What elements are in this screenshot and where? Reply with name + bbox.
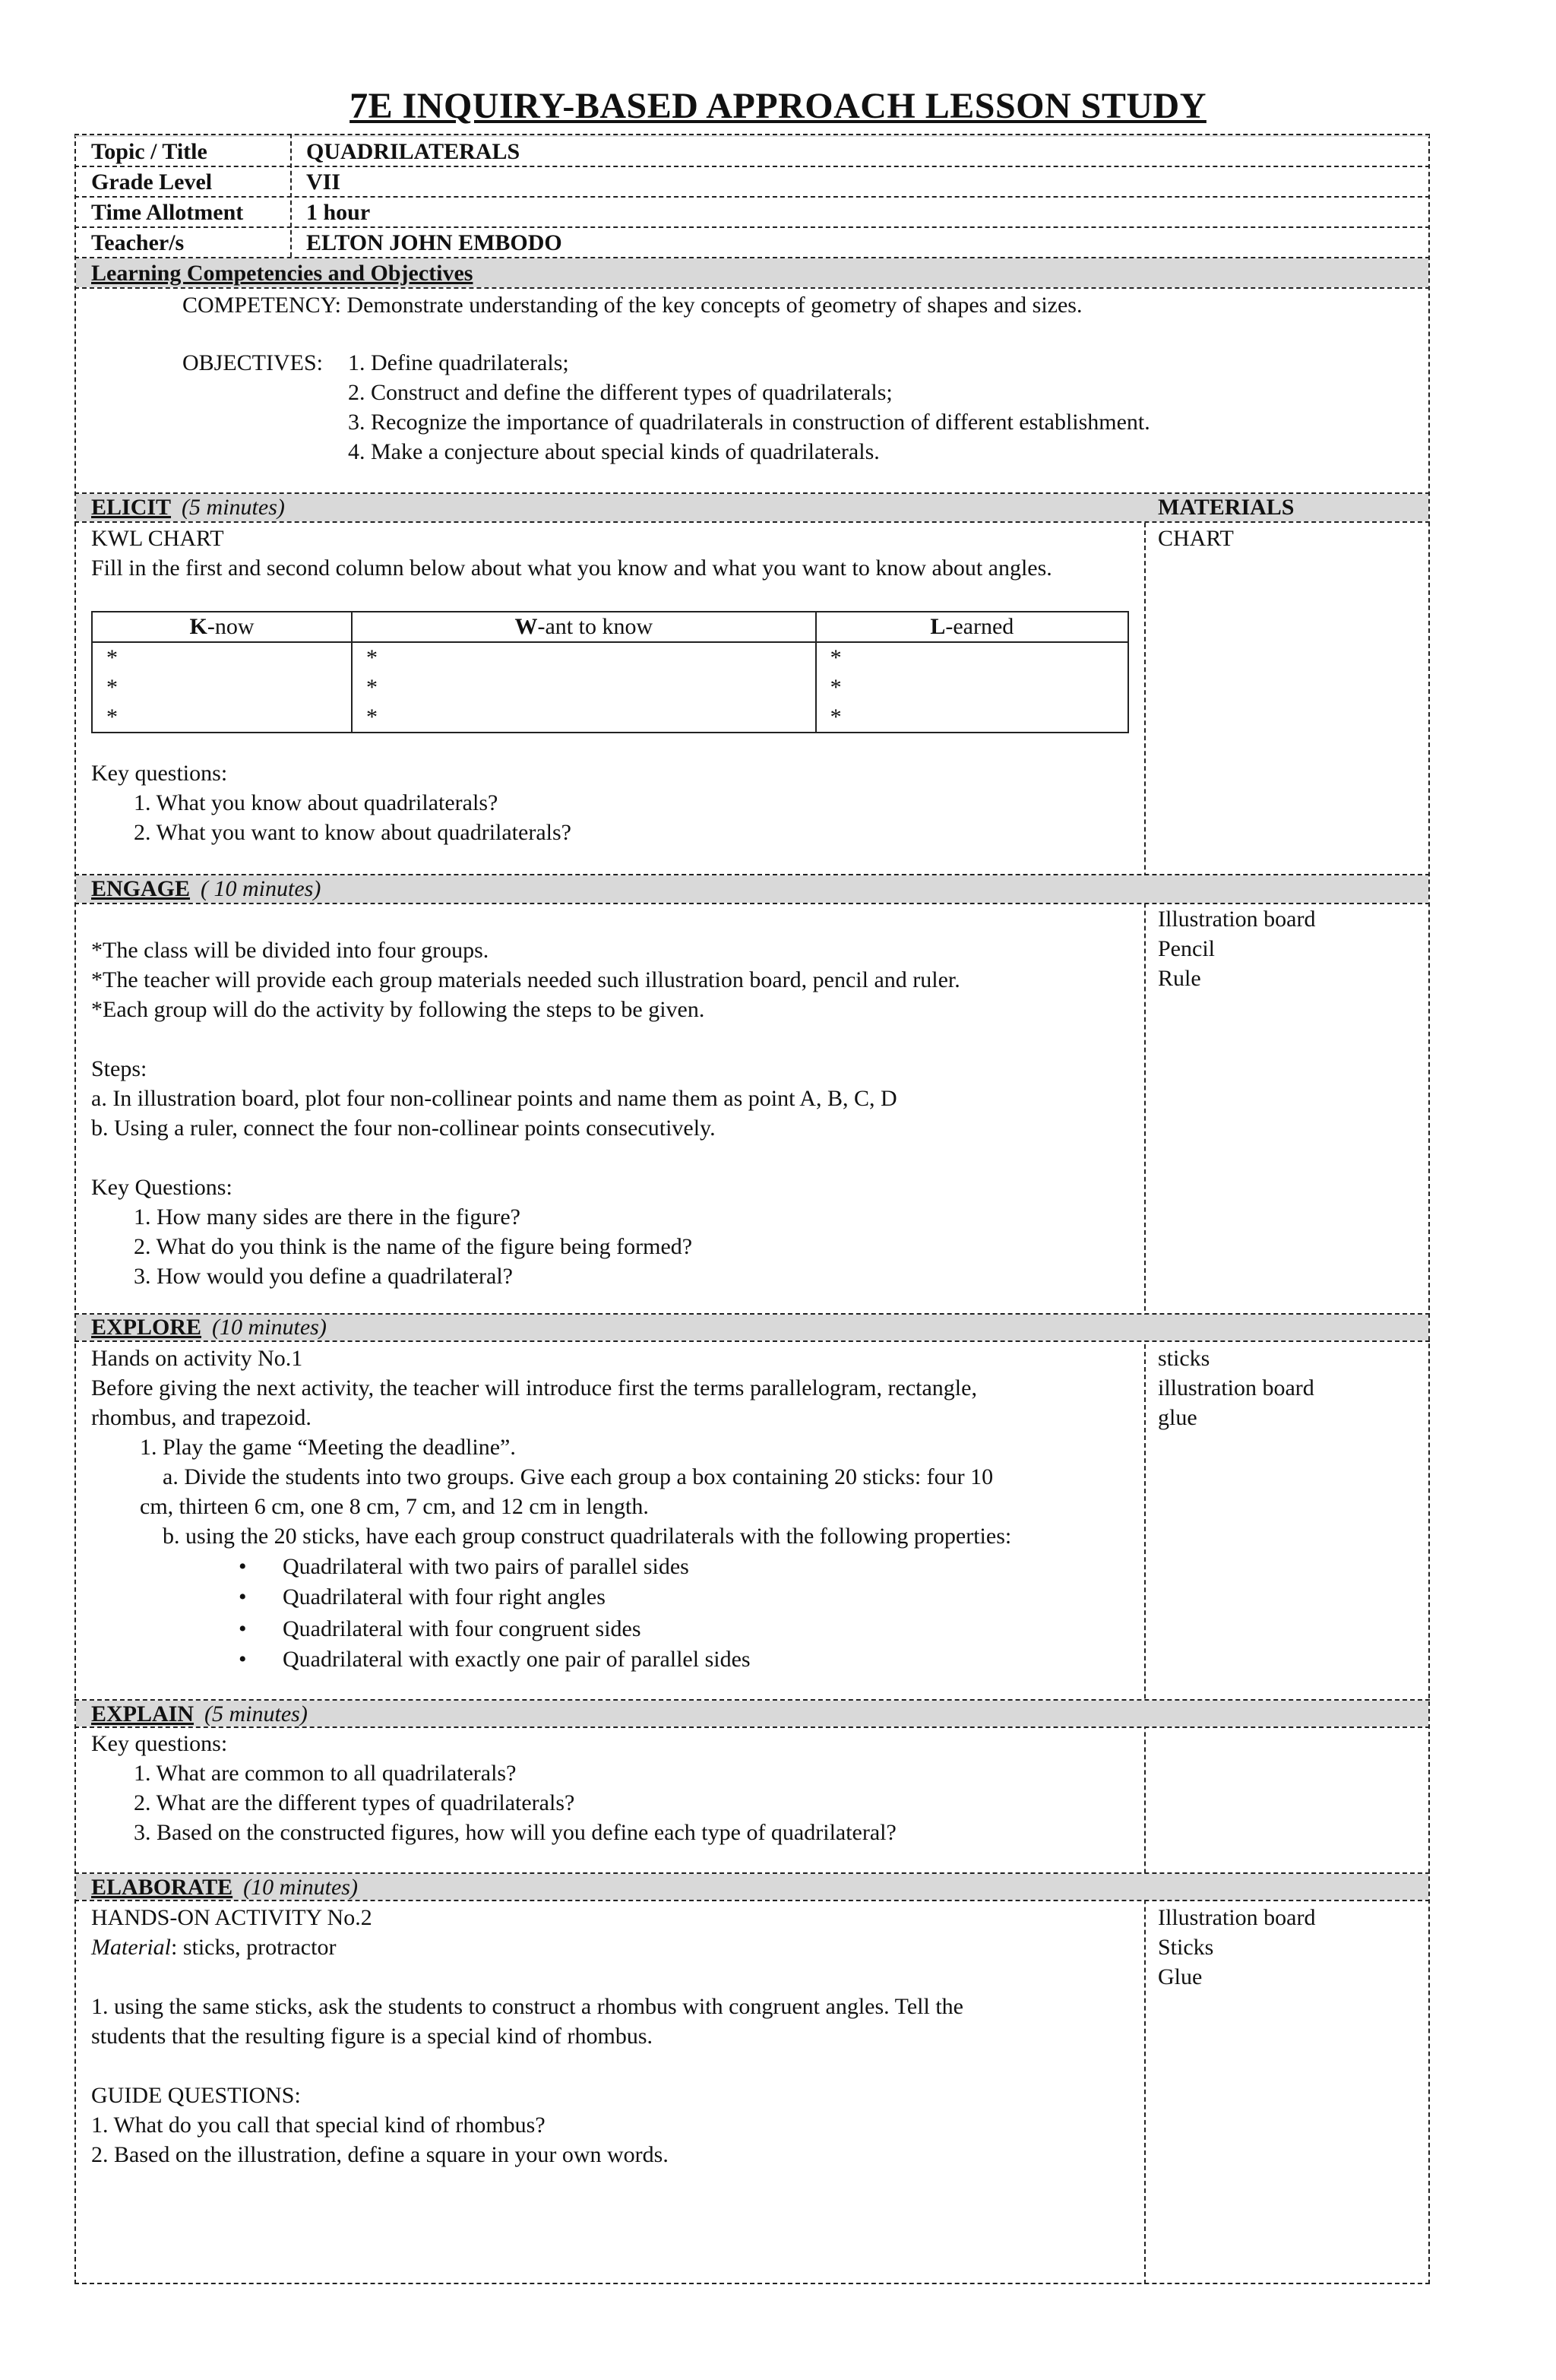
key-question: 2. What do you think is the name of the figure being formed? bbox=[134, 1234, 693, 1259]
key-questions-label: Key Questions: bbox=[91, 1175, 232, 1200]
guide-questions-label: GUIDE QUESTIONS: bbox=[91, 2083, 301, 2108]
property-bullet: • Quadrilateral with four right angles bbox=[283, 1582, 606, 1612]
engage-title: ENGAGE ( 10 minutes) bbox=[91, 876, 321, 901]
topic-label: Topic / Title bbox=[91, 139, 207, 164]
time-value: 1 hour bbox=[306, 200, 371, 225]
page-title: 7E INQUIRY-BASED APPROACH LESSON STUDY bbox=[349, 86, 1207, 126]
property-bullet: • Quadrilateral with exactly one pair of parallel sides bbox=[283, 1644, 751, 1674]
explore-line: b. using the 20 sticks, have each group construct quadrilaterals with the following properties: bbox=[163, 1524, 1012, 1549]
material-item: glue bbox=[1158, 1405, 1197, 1430]
elaborate-title: ELABORATE (10 minutes) bbox=[91, 1875, 358, 1900]
key-question: 2. What you want to know about quadrilaterals? bbox=[134, 820, 571, 845]
explore-line: a. Divide the students into two groups. Give each group a box containing 20 sticks: four 10 bbox=[163, 1464, 994, 1489]
materials-header: MATERIALS bbox=[1158, 495, 1295, 520]
kwl-instruction: Fill in the first and second column below about what you know and what you want to know about angles. bbox=[91, 555, 1052, 581]
key-question: 3. Based on the constructed figures, how will you define each type of quadrilateral? bbox=[134, 1820, 897, 1845]
objective-item: 2. Construct and define the different types of quadrilaterals; bbox=[348, 380, 893, 405]
topic-value: QUADRILATERALS bbox=[306, 139, 520, 164]
key-question: 1. What are common to all quadrilaterals? bbox=[134, 1761, 517, 1786]
grade-label: Grade Level bbox=[91, 169, 213, 195]
material-item: CHART bbox=[1158, 526, 1234, 551]
explain-title: EXPLAIN (5 minutes) bbox=[91, 1701, 308, 1726]
kwl-header-want: W-ant to know bbox=[352, 612, 816, 642]
elaborate-task: 1. using the same sticks, ask the students to construct a rhombus with congruent angles. Tell the bbox=[91, 1994, 963, 2019]
key-question: 3. How would you define a quadrilateral? bbox=[134, 1264, 513, 1289]
material-item: Rule bbox=[1158, 966, 1201, 991]
material-item: Glue bbox=[1158, 1964, 1203, 1989]
explore-line: cm, thirteen 6 cm, one 8 cm, 7 cm, and 12 cm in length. bbox=[140, 1494, 649, 1519]
time-label: Time Allotment bbox=[91, 200, 244, 225]
explore-line: rhombus, and trapezoid. bbox=[91, 1405, 312, 1430]
engage-line: *Each group will do the activity by following the steps to be given. bbox=[91, 997, 705, 1022]
kwl-want-cell[interactable]: * * * bbox=[352, 642, 816, 733]
guide-question: 2. Based on the illustration, define a square in your own words. bbox=[91, 2142, 669, 2167]
kwl-header-learned: L-earned bbox=[816, 612, 1128, 642]
explore-line: Hands on activity No.1 bbox=[91, 1346, 303, 1371]
material-item: Pencil bbox=[1158, 936, 1215, 961]
key-question: 2. What are the different types of quadrilaterals? bbox=[134, 1790, 575, 1815]
material-line: Material: sticks, protractor bbox=[91, 1935, 337, 1960]
engage-line: *The class will be divided into four groups. bbox=[91, 938, 489, 963]
key-questions-label: Key questions: bbox=[91, 1731, 228, 1756]
step-item: a. In illustration board, plot four non-collinear points and name them as point A, B, C, D bbox=[91, 1086, 897, 1111]
teacher-label: Teacher/s bbox=[91, 230, 185, 255]
material-item: Sticks bbox=[1158, 1935, 1214, 1960]
key-questions-label: Key questions: bbox=[91, 761, 228, 786]
objective-item: 3. Recognize the importance of quadrilaterals in construction of different establishment. bbox=[348, 410, 1150, 435]
explore-line: Before giving the next activity, the teacher will introduce first the terms parallelogram, rectangle, bbox=[91, 1375, 977, 1400]
activity-heading: HANDS-ON ACTIVITY No.2 bbox=[91, 1905, 372, 1930]
material-item: Illustration board bbox=[1158, 907, 1316, 932]
material-item: Illustration board bbox=[1158, 1905, 1316, 1930]
explore-title: EXPLORE (10 minutes) bbox=[91, 1315, 327, 1340]
explore-line: 1. Play the game “Meeting the deadline”. bbox=[140, 1435, 516, 1460]
objectives-label: OBJECTIVES: bbox=[182, 350, 324, 375]
property-bullet: • Quadrilateral with two pairs of parallel sides bbox=[283, 1552, 689, 1581]
key-question: 1. How many sides are there in the figure? bbox=[134, 1204, 520, 1230]
steps-label: Steps: bbox=[91, 1056, 147, 1081]
kwl-know-cell[interactable]: * * * bbox=[92, 642, 352, 733]
engage-line: *The teacher will provide each group materials needed such illustration board, pencil and ruler. bbox=[91, 967, 960, 992]
competencies-label: Learning Competencies and Objectives bbox=[91, 261, 473, 286]
competency-text: COMPETENCY: Demonstrate understanding of the key concepts of geometry of shapes and sizes. bbox=[182, 293, 1083, 318]
property-bullet: • Quadrilateral with four congruent sides bbox=[283, 1614, 641, 1644]
elicit-title: ELICIT (5 minutes) bbox=[91, 495, 285, 520]
teacher-value: ELTON JOHN EMBODO bbox=[306, 230, 562, 255]
key-question: 1. What you know about quadrilaterals? bbox=[134, 790, 498, 815]
kwl-header-know: K-now bbox=[92, 612, 352, 642]
kwl-heading: KWL CHART bbox=[91, 526, 224, 551]
elaborate-task: students that the resulting figure is a special kind of rhombus. bbox=[91, 2024, 653, 2049]
kwl-chart bbox=[91, 611, 1129, 733]
step-item: b. Using a ruler, connect the four non-collinear points consecutively. bbox=[91, 1116, 716, 1141]
material-item: illustration board bbox=[1158, 1375, 1314, 1400]
objective-item: 4. Make a conjecture about special kinds of quadrilaterals. bbox=[348, 439, 880, 464]
objective-item: 1. Define quadrilaterals; bbox=[348, 350, 569, 375]
material-item: sticks bbox=[1158, 1346, 1210, 1371]
kwl-learned-cell[interactable]: * * * bbox=[816, 642, 1128, 733]
grade-value: VII bbox=[306, 169, 341, 195]
guide-question: 1. What do you call that special kind of rhombus? bbox=[91, 2113, 546, 2138]
